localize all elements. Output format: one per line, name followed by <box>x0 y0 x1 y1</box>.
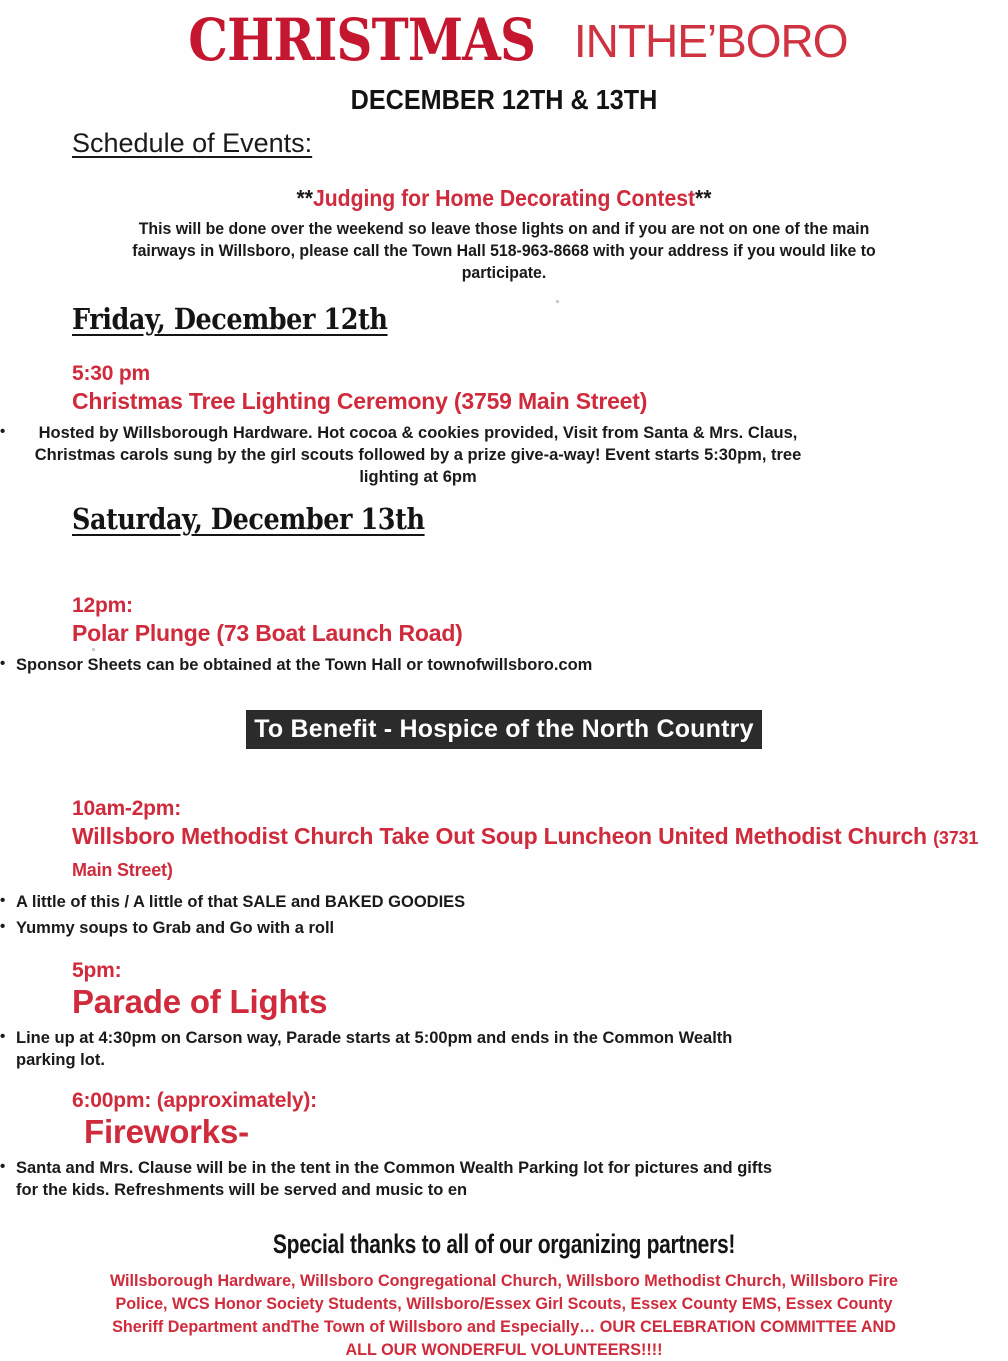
list-item: • A little of this / A little of that SALE and BAKED GOODIES <box>0 891 790 913</box>
list-item: • Santa and Mrs. Clause will be in the tent in the Common Wealth Parking lot for pictures and gifts for the kids. Refreshments will be served and music to en <box>0 1157 790 1201</box>
event-title-soup-luncheon <box>72 821 1008 885</box>
stars-right: ** <box>695 185 712 211</box>
event-title-address: (3731 Main Street) <box>72 828 979 880</box>
masthead <box>0 0 1008 74</box>
stars-left: ** <box>296 185 313 211</box>
list-item: • Yummy soups to Grab and Go with a roll <box>0 917 790 939</box>
event-title-fireworks: Fireworks- <box>84 1113 249 1150</box>
event-time-soup-luncheon: 10am-2pm: <box>72 797 182 820</box>
day-heading-friday: Friday, December 12th <box>72 302 388 336</box>
event-time-polar-plunge: 12pm: <box>72 594 133 617</box>
scan-speck <box>92 648 95 651</box>
event-bullets-fireworks <box>0 1157 790 1201</box>
list-item: • Sponsor Sheets can be obtained at the Town Hall or townofwillsboro.com <box>0 654 790 676</box>
event-bullets-soup-luncheon <box>0 891 790 939</box>
benefit-highlight-bar: To Benefit - Hospice of the North Country <box>246 710 761 749</box>
poster-title-intheboro: INTHE’BORO <box>573 15 848 67</box>
special-thanks-body: Willsborough Hardware, Willsboro Congregational Church, Willsboro Methodist Church, Willsboro Fire Police, WCS Honor Society Students, Willsboro/Essex Girl Scouts, Essex County EMS, Essex County Sheriff Department andThe Town of Willsboro and Especially… OUR CELEBRATION COMMITTEE AND ALL OUR WONDERFUL VOLUNTEERS!!!! <box>109 1271 899 1359</box>
day-heading-saturday: Saturday, December 13th <box>72 502 425 536</box>
poster-title-christmas: CHRISTMAS <box>188 6 536 74</box>
event-bullets-tree-lighting <box>0 422 820 488</box>
contest-title-text: Judging for Home Decorating Contest <box>312 185 696 211</box>
event-bullets-polar-plunge <box>0 654 790 676</box>
schedule-of-events-heading: Schedule of Events: <box>72 128 313 158</box>
home-decorating-contest-title <box>40 185 967 212</box>
event-bullets-parade <box>0 1027 790 1071</box>
event-title-tree-lighting: Christmas Tree Lighting Ceremony (3759 Main Street) <box>72 388 648 414</box>
list-item: • Line up at 4:30pm on Carson way, Parade starts at 5:00pm and ends in the Common Wealth parking lot. <box>0 1027 790 1071</box>
special-thanks-heading: Special thanks to all of our organizing partners! <box>272 1229 736 1259</box>
event-time-fireworks: 6:00pm: (approximately): <box>72 1089 317 1112</box>
scan-speck <box>556 300 559 303</box>
list-item: • Hosted by Willsborough Hardware. Hot cocoa & cookies provided, Visit from Santa & Mrs. Claus, Christmas carols sung by the girl scouts followed by a prize give-a-way! Event starts 5:30pm, tree lighting at 6pm <box>0 422 820 488</box>
event-time-tree-lighting: 5:30 pm <box>72 362 150 385</box>
event-title-main: Willsboro Methodist Church Take Out Soup Luncheon United Methodist Church <box>72 823 934 849</box>
benefit-bar-wrapper <box>0 710 1008 749</box>
event-title-parade: Parade of Lights <box>72 983 328 1020</box>
event-time-parade: 5pm: <box>72 959 122 982</box>
event-title-polar-plunge: Polar Plunge (73 Boat Launch Road) <box>72 620 463 646</box>
home-decorating-contest-body: This will be done over the weekend so leave those lights on and if you are not on one of the main fairways in Willsboro, please call the Town Hall 518-963-8668 with your address if you would like to participate. <box>132 220 876 282</box>
poster-dateline: DECEMBER 12TH & 13TH <box>350 84 658 115</box>
